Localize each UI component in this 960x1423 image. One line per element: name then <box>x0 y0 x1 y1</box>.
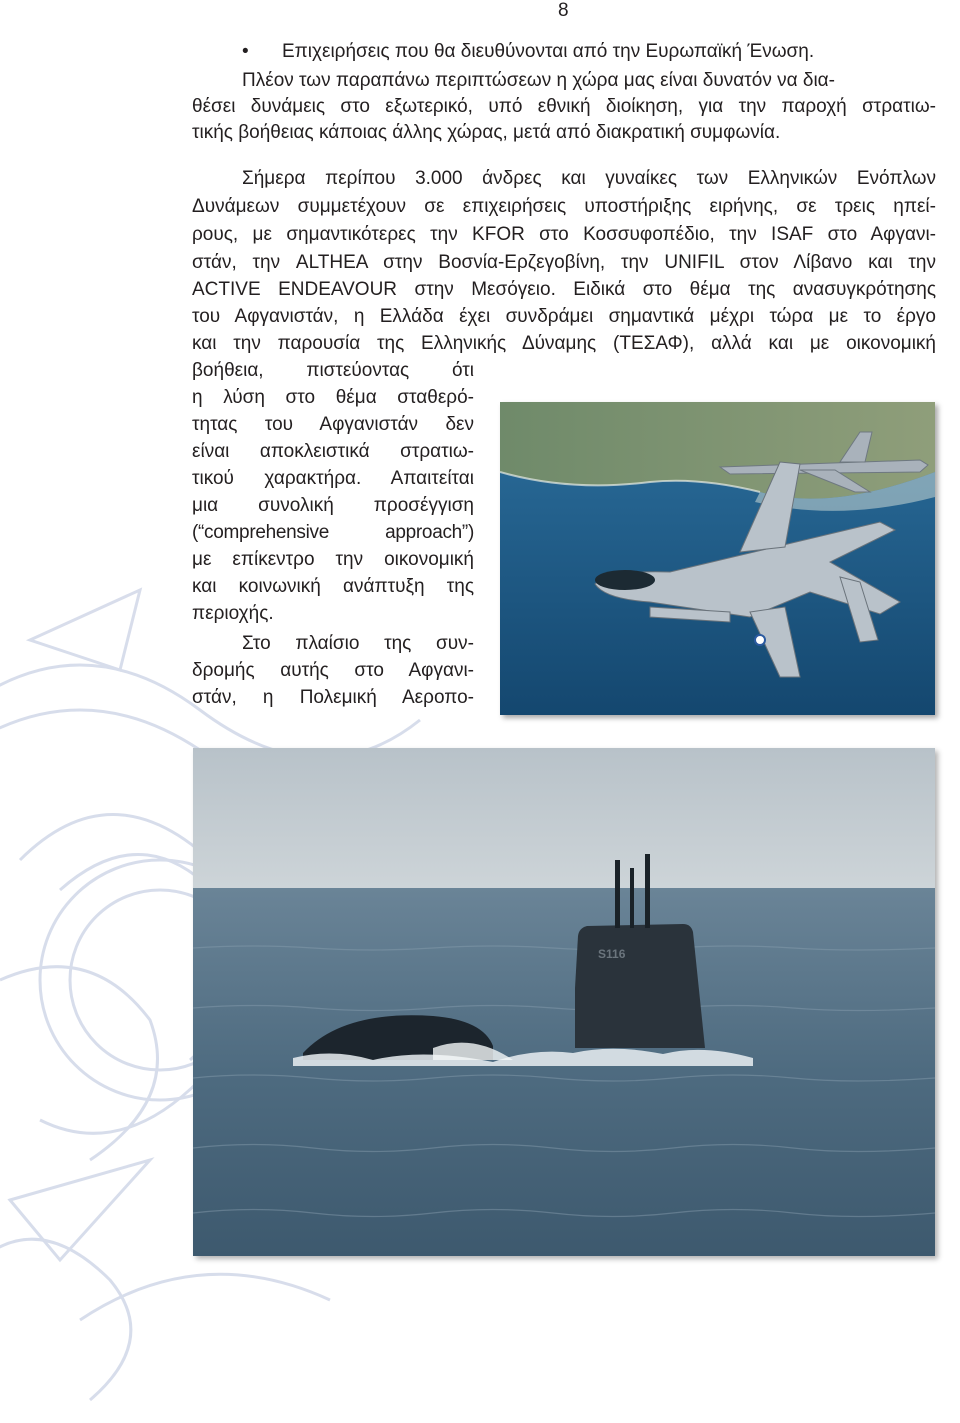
paragraph-line: και κοινωνική ανάπτυξη της <box>192 576 474 597</box>
paragraph-line: τικού χαρακτήρα. Απαιτείται <box>192 468 474 489</box>
paragraph-line: του Αφγανιστάν, η Ελλάδα έχει συνδράμει σημαντικά μέχρι τώρα με το έργο <box>192 306 936 327</box>
paragraph-line: μια συνολική προσέγγιση <box>192 495 474 516</box>
paragraph-line: στάν, η Πολεμική Αεροπο- <box>192 687 474 708</box>
bullet-marker: • <box>242 41 249 62</box>
paragraph-line: με επίκεντρο την οικονομική <box>192 549 474 570</box>
hull-marking: S116 <box>598 947 626 961</box>
paragraph-line: θέσει δυνάμεις στο εξωτερικό, υπό εθνική διοίκηση, για την παροχή στρατιω- <box>192 96 936 117</box>
fighter-jets-photo <box>500 402 935 715</box>
paragraph-line: περιοχής. <box>192 603 274 624</box>
paragraph-line: τικής βοήθειας κάποιας άλλης χώρας, μετά από διακρατική συμφωνία. <box>192 122 781 143</box>
paragraph-line: βοήθεια, πιστεύοντας ότι <box>192 360 474 381</box>
page-number: 8 <box>558 0 569 21</box>
paragraph-line: είναι αποκλειστικά στρατιω- <box>192 441 474 462</box>
paragraph-line: και την παρουσία της Ελληνικής Δύναμης (ΤΕΣΑΦ), αλλά και με οικονομική <box>192 333 936 354</box>
submarine-photo <box>193 748 935 1256</box>
paragraph-line: ρους, με σημαντικότερες την KFOR στο Κοσσυφοπέδιο, την ISAF στο Αφγανι- <box>192 224 936 245</box>
paragraph-line: Δυνάμεων συμμετέχουν σε επιχειρήσεις υποστήριξης ειρήνης, σε τρεις ηπεί- <box>192 196 936 217</box>
paragraph-line: τητας του Αφγανιστάν δεν <box>192 414 474 435</box>
paragraph-line: Σήμερα περίπου 3.000 άνδρες και γυναίκες των Ελληνικών Ενόπλων <box>242 168 936 189</box>
bullet-item: Επιχειρήσεις που θα διευθύνονται από την Ευρωπαϊκή Ένωση. <box>282 41 815 62</box>
paragraph-line: (“comprehensive approach”) <box>192 522 474 543</box>
paragraph-line: η λύση στο θέμα σταθερό- <box>192 387 474 408</box>
paragraph-line: δρομής αυτής στο Αφγανι- <box>192 660 474 681</box>
paragraph-line: ACTIVE ENDEAVOUR στην Μεσόγειο. Ειδικά στο θέμα της ανασυγκρότησης <box>192 279 936 300</box>
paragraph-line: Πλέον των παραπάνω περιπτώσεων η χώρα μας είναι δυνατόν να δια- <box>242 70 835 91</box>
paragraph-line: Στο πλαίσιο της συν- <box>242 633 474 654</box>
paragraph-line: στάν, την ALTHEA στην Βοσνία-Ερζεγοβίνη, την UNIFIL στον Λίβανο και την <box>192 252 936 273</box>
